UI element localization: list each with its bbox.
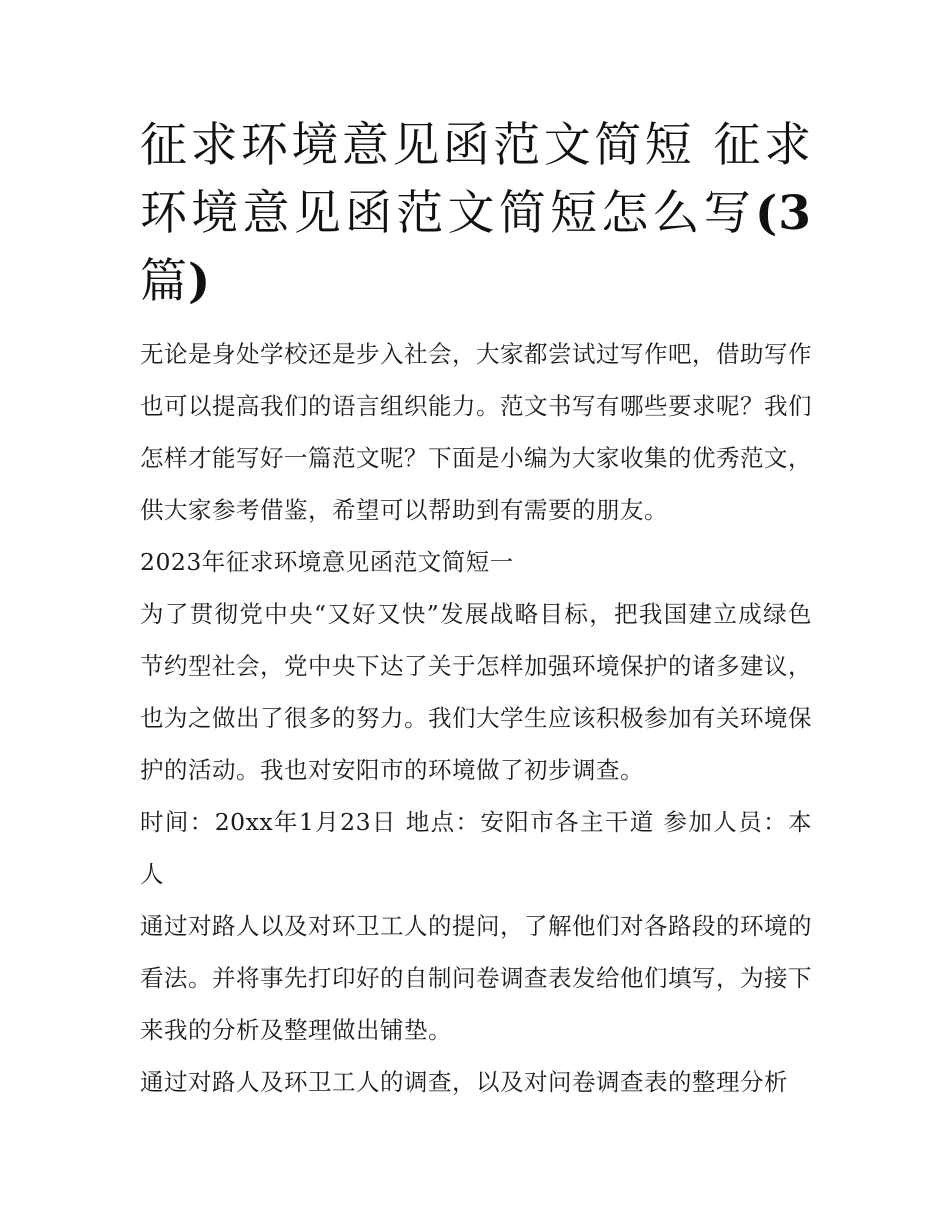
body-paragraph: 通过对路人及环卫工人的调查，以及对问卷调查表的整理分析 xyxy=(140,1068,788,1096)
body-paragraph: 为了贯彻党中央“又好又快”发展战略目标，把我国建立成绿色节约型社会，党中央下达了关于怎样加强环境保护的诸多建议，也为之做出了很多的努力。我们大学生应该积极参加有关环境保护的活动。我也对安阳市的环境做了初步调查。 xyxy=(140,600,812,784)
document-title xyxy=(140,112,812,316)
title-tail-2: 篇 xyxy=(140,254,188,309)
section-heading: 2023年征求环境意见函范文简短一 xyxy=(140,548,514,576)
document-content xyxy=(140,112,812,1108)
title-tail: (3 xyxy=(755,186,812,241)
title-main: 征求环境意见函范文简短 征求环境意见函范文简短怎么写 xyxy=(140,118,812,241)
intro-paragraph: 无论是身处学校还是步入社会，大家都尝试过写作吧，借助写作也可以提高我们的语言组织能力。范文书写有哪些要求呢？我们怎样才能写好一篇范文呢？下面是小编为大家收集的优秀范文，供大家参考借鉴，希望可以帮助到有需要的朋友。 xyxy=(140,340,812,524)
survey-info-paragraph: 时间：20xx年1月23日 地点：安阳市各主干道 参加人员：本人 xyxy=(140,808,812,888)
body-paragraph: 通过对路人以及对环卫工人的提问，了解他们对各路段的环境的看法。并将事先打印好的自制问卷调查表发给他们填写，为接下来我的分析及整理做出铺垫。 xyxy=(140,912,812,1044)
title-close: ) xyxy=(188,254,212,309)
